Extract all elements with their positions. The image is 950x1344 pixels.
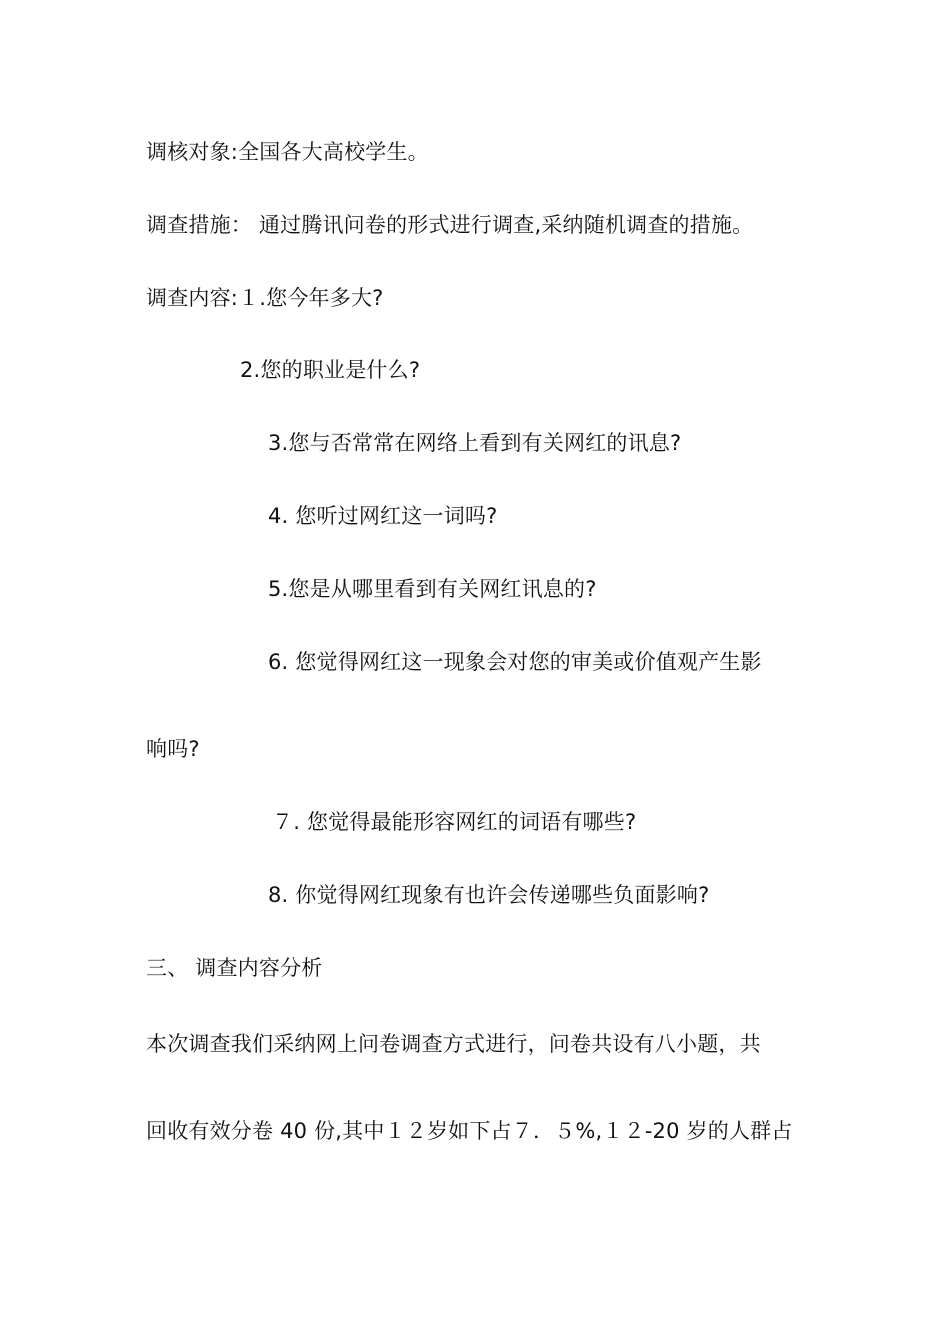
analysis-paragraph-line-1: 本次调查我们采纳网上问卷调查方式进行，问卷共设有八小题，共 <box>146 1032 761 1056</box>
survey-q8: 8. 你觉得网红现象有也许会传递哪些负面影响? <box>268 883 710 907</box>
survey-content-q1: 调查内容:１.您今年多大? <box>146 286 384 310</box>
survey-q4: 4. 您听过网红这一词吗? <box>268 504 498 528</box>
survey-q7: ７. 您觉得最能形容网红的词语有哪些? <box>272 810 637 834</box>
survey-q6-continuation: 响吗? <box>146 737 200 761</box>
survey-q5: 5.您是从哪里看到有关网红讯息的? <box>268 577 597 601</box>
section-heading-analysis: 三、 调查内容分析 <box>146 956 323 980</box>
survey-q6: 6. 您觉得网红这一现象会对您的审美或价值观产生影 <box>268 650 762 674</box>
survey-target-line: 调核对象:全国各大高校学生。 <box>146 140 429 164</box>
survey-method-line: 调查措施： 通过腾讯问卷的形式进行调查,采纳随机调查的措施。 <box>146 213 754 237</box>
analysis-paragraph-line-2: 回收有效分卷 40 份,其中１２岁如下占７．５%,１２-20 岁的人群占 <box>146 1119 793 1143</box>
survey-q2: 2.您的职业是什么? <box>240 358 421 382</box>
survey-q3: 3.您与否常常在网络上看到有关网红的讯息? <box>268 431 682 455</box>
